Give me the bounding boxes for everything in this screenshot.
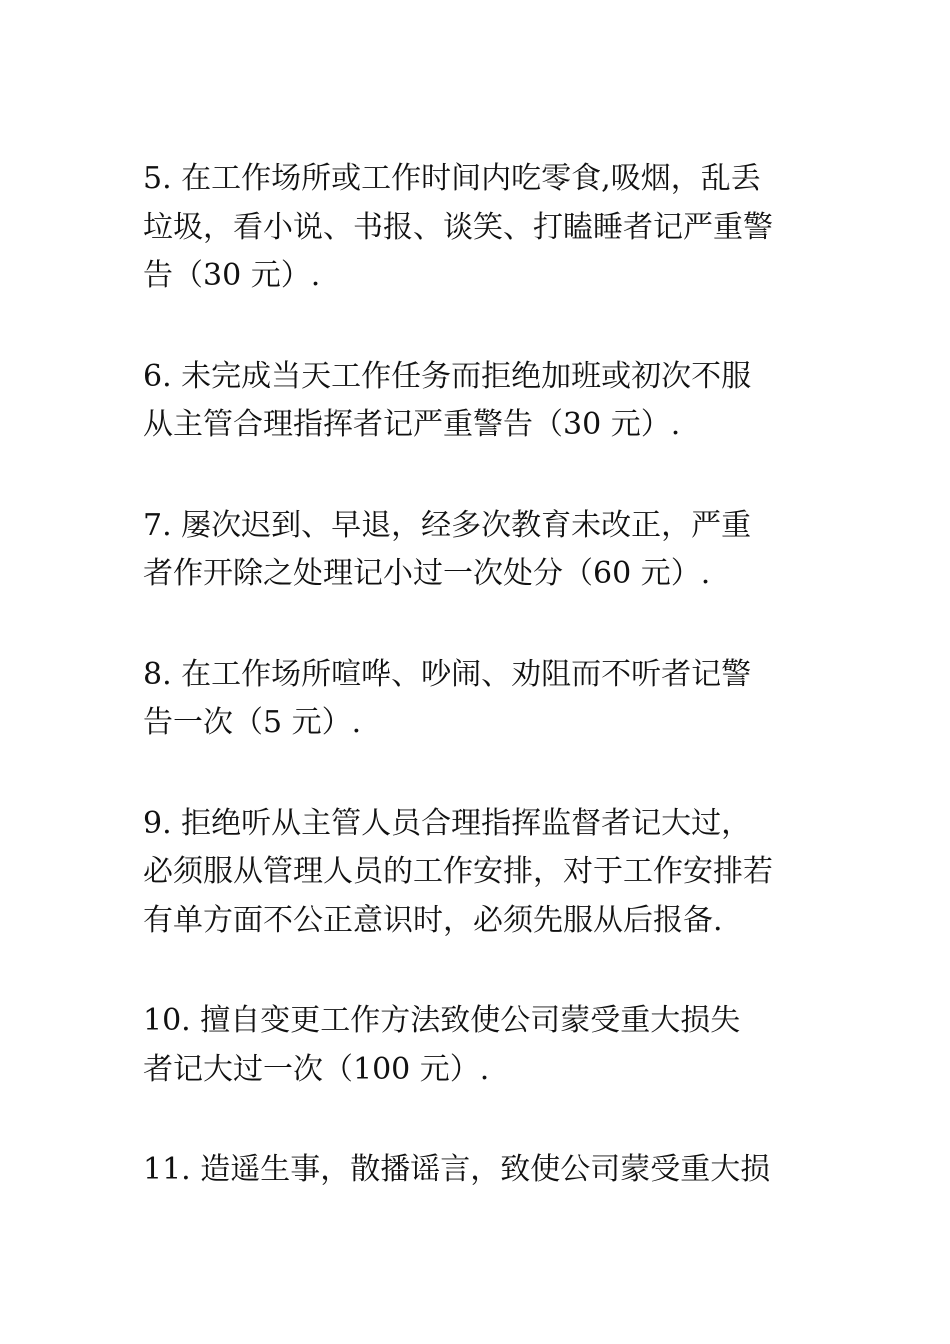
document-body (143, 155, 815, 1247)
text-line: 11. 造遥生事，散播谣言，致使公司蒙受重大损 (143, 1152, 771, 1187)
rule-item-8 (143, 651, 815, 748)
text-line: 必须服从管理人员的工作安排，对于工作安排若 (143, 854, 773, 889)
text-line: 8. 在工作场所喧哗、吵闹、劝阻而不听者记警 (143, 656, 752, 692)
text-line: 告（30 元）. (143, 258, 321, 293)
rule-item-7 (143, 502, 815, 599)
text-line: 者作开除之处理记小过一次处分（60 元）. (143, 556, 711, 591)
text-line: 7. 屡次迟到、早退，经多次教育未改正，严重 (143, 507, 752, 543)
rule-item-9 (143, 800, 815, 946)
text-line: 9. 拒绝听从主管人员合理指挥监督者记大过， (143, 805, 752, 841)
text-line: 垃圾，看小说、书报、谈笑、打瞌睡者记严重警 (143, 209, 773, 245)
rule-item-11 (143, 1146, 815, 1195)
text-line: 5. 在工作场所或工作时间内吃零食,吸烟，乱丢 (143, 161, 761, 196)
text-line: 10. 擅自变更工作方法致使公司蒙受重大损失 (143, 1003, 741, 1038)
text-line: 6. 未完成当天工作任务而拒绝加班或初次不服 (143, 358, 752, 394)
rule-item-10 (143, 997, 815, 1094)
text-line: 有单方面不公正意识时，必须先服从后报备. (143, 902, 723, 938)
rule-item-5 (143, 155, 815, 301)
text-line: 告一次（5 元）. (143, 705, 362, 740)
text-line: 从主管合理指挥者记严重警告（30 元）. (143, 407, 681, 442)
rule-item-6 (143, 353, 815, 450)
text-line: 者记大过一次（100 元）. (143, 1051, 490, 1087)
